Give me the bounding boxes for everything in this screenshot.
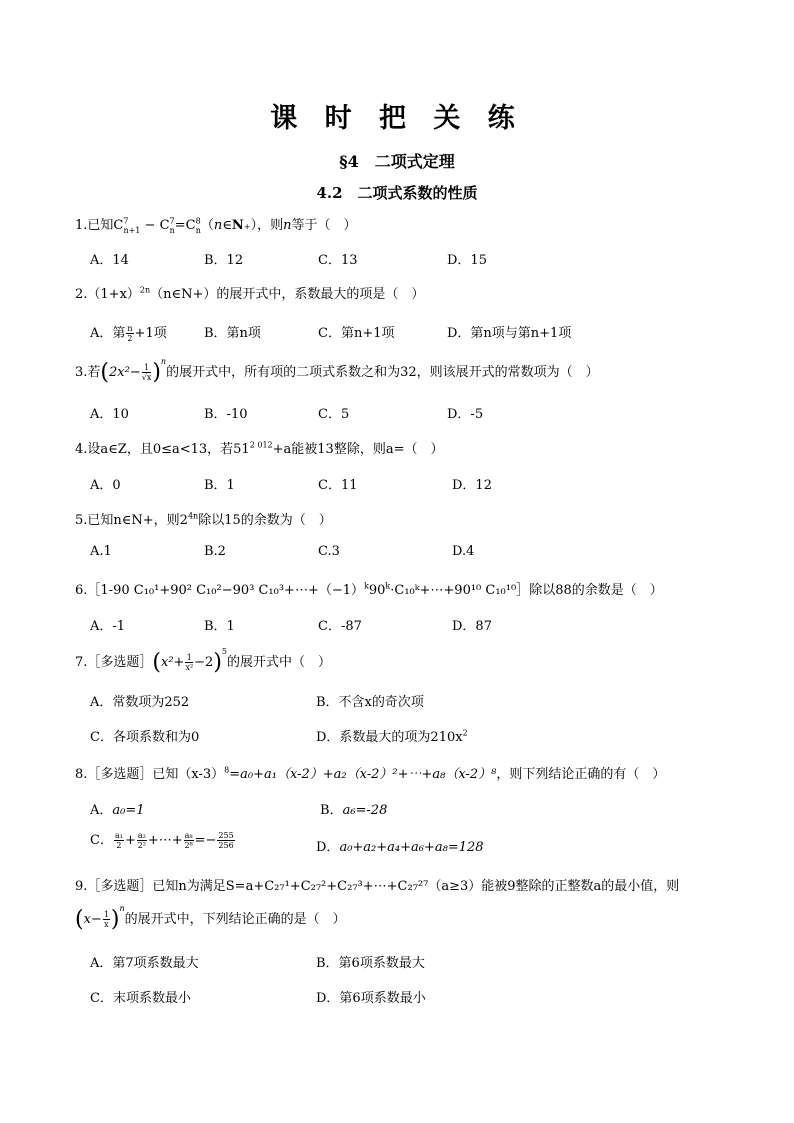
q4-option-c[interactable]: C．11 (318, 478, 358, 493)
q8-eq: =a₀+a₁（x-2）+a₂（x-2）²+⋯+a₈（x-2）⁸ (229, 767, 497, 782)
q3-frac: $\frac{1}{√x}$ (141, 363, 152, 382)
q9-line2: 的展开式中，下列结论正确的是（ ） (124, 912, 346, 927)
q3-exponent: n (160, 357, 167, 366)
question-2-stem (75, 283, 424, 302)
q4-exponent: 2 012 (249, 440, 273, 450)
q8-d-label: D． (316, 840, 340, 855)
q1-tail: ，则 (257, 218, 284, 233)
q7-frac: $\frac{1}{\text{x²}}$ (185, 653, 194, 672)
question-5-stem (75, 509, 332, 528)
q6-end: ·C₁₀ᵏ+⋯+90¹⁰ C₁₀¹⁰］ (390, 583, 530, 598)
q4-set: a∈Z (100, 442, 127, 457)
q2-tail: 的展开式中，系数最大的项是（ ） (216, 287, 425, 302)
q8-b-label: B． (320, 803, 343, 818)
question-6-stem: 6.［1-90 C₁₀¹+90² C₁₀²−90³ $C_{10}^3+\cdots+(-1)^k90^k\cdot C_{10}ᵏ+\cdots+90^{10}$ C₁₀¹⁰］除以88的余数是（ ） (75, 581, 663, 598)
q5-prefix: 5.已知 (75, 513, 114, 528)
q6-k2: k (385, 581, 391, 591)
q4-option-b[interactable]: B．1 (204, 478, 235, 493)
q1-prefix: 1.已知 (75, 218, 114, 233)
q7-option-a[interactable]: A．常数项为252 (90, 695, 190, 710)
q1-formula: $C^7_{n+1}$ − $C^7_n=C^8_n(n\in N_+)$ (113, 216, 258, 235)
q8-option-d[interactable] (316, 836, 484, 855)
q7-option-b[interactable]: B．不含x的奇次项 (316, 695, 424, 710)
q3-option-b[interactable]: B．-10 (204, 407, 248, 422)
q6-mid: +90² C₁₀²−90³ C₁₀³+⋯+（−1） (159, 583, 364, 598)
q9-option-d[interactable]: D．第6项系数最小 (316, 991, 426, 1006)
q9-expr: x− (83, 912, 102, 927)
q9-option-a[interactable]: A．第7项系数最大 (90, 956, 199, 971)
q8-c-tail: =− (194, 833, 217, 848)
q8-a-label: A． (90, 803, 113, 818)
q9-prefix: 9.［多选题］已知n为满足S=a+ (75, 879, 265, 894)
q6-option-c[interactable]: C．-87 (318, 619, 362, 634)
q8-c-label: C． (90, 833, 113, 848)
q8-d-math: a₀+a₂+a₄+a₆+a₈=128 (339, 840, 484, 855)
q4-tail: ，且0≤a<13，若51 (126, 442, 250, 457)
q4-plus: +a (272, 442, 292, 457)
q5-exponent: 4n (187, 511, 199, 521)
q8-b-math: a₆=-28 (342, 803, 388, 818)
q4-option-d[interactable]: D．12 (452, 478, 492, 493)
q2-option-d[interactable]: D．第n项与第n+1项 (447, 326, 572, 341)
q2-cond: （n∈N+） (150, 287, 217, 302)
q5-set: n∈N+ (113, 513, 154, 528)
q6-prefix: 6.［1-90 (75, 583, 130, 598)
q7-tail-expr: −2 (194, 655, 214, 670)
q8-a-math: a₀=1 (112, 803, 145, 818)
q3-option-d[interactable]: D．-5 (447, 407, 484, 422)
question-4-stem (75, 438, 443, 457)
q2-a-text: A．第 (90, 326, 126, 341)
q9-tail: （a≥3）能被9整除的正整数a的最小值，则 (428, 879, 680, 894)
q5-tail: ，则2 (153, 513, 188, 528)
q6-option-d[interactable]: D．87 (452, 619, 492, 634)
q4-option-a[interactable]: A．0 (90, 478, 121, 493)
q1-option-d[interactable]: D．15 (447, 253, 487, 268)
q8-prefix: 8.［多选题］已知（x-3） (75, 767, 225, 782)
q6-option-b[interactable]: B．1 (204, 619, 235, 634)
q8-tail: ，则下列结论正确的有（ ） (496, 767, 666, 782)
q2-prefix: 2.（1+x） (75, 287, 140, 302)
q9-sum: C₂₇¹+C₂₇²+C₂₇³+⋯+C₂₇²⁷ (264, 879, 429, 894)
q7-prefix: 7.［多选题］ (75, 655, 153, 670)
question-8-stem: 8.［多选题］已知$(x-3)^8=a_0+a_1(x-2)+a_2(x-2)^2+\cdots+a_8(x-2)^8$，则下列结论正确的有（ ） (75, 765, 666, 782)
q6-option-a[interactable]: A．-1 (90, 619, 126, 634)
q2-option-a[interactable] (90, 322, 167, 343)
q3-expr: 2x²− (109, 365, 141, 380)
q3-prefix: 3.若 (75, 365, 101, 380)
q3-option-c[interactable]: C．5 (318, 407, 350, 422)
q9-option-b[interactable]: B．第6项系数最大 (316, 956, 425, 971)
subsection-heading: 4.2 二项式系数的性质 (316, 184, 478, 202)
q7-option-c[interactable]: C．各项系数和为0 (90, 730, 200, 745)
q9-option-c[interactable]: C．末项系数最小 (90, 991, 191, 1006)
q2-a-frac: $\frac{n}{2}$ (127, 324, 133, 343)
q5-option-d[interactable]: D.4 (452, 544, 475, 559)
q6-90: 90 (368, 583, 386, 598)
q3-option-a[interactable]: A．10 (90, 407, 129, 422)
q7-exponent: 5 (221, 647, 228, 656)
q5-option-a[interactable]: A.1 (90, 544, 112, 559)
q7-expr: x²+ (161, 655, 185, 670)
q1-option-b[interactable]: B．12 (204, 253, 244, 268)
q8-option-c[interactable]: C． $\frac{\text{a₁}}{2}$ + $\frac{\text{a₂}}{\text{2²}}$ +⋯+ $\frac{\text{a₈}}{\text{2⁸}}$ =− $\frac{255}{256}$ (90, 831, 234, 850)
q1-option-a[interactable]: A．14 (90, 253, 129, 268)
q8-option-b[interactable] (320, 799, 387, 818)
section-heading: §4 二项式定理 (339, 152, 455, 171)
q3-tail: 的展开式中，所有项的二项式系数之和为32，则该展开式的常数项为（ ） (166, 365, 599, 380)
q1-option-c[interactable]: C．13 (318, 253, 358, 268)
q5-end: 除以15的余数为（ ） (198, 513, 332, 528)
q6-tail: 除以88的余数是（ ） (529, 583, 663, 598)
q5-option-c[interactable]: C.3 (318, 544, 340, 559)
q2-option-c[interactable]: C．第n+1项 (318, 326, 395, 341)
q5-option-b[interactable]: B.2 (204, 544, 226, 559)
q1-end: 等于（ ） (291, 218, 357, 233)
question-7-stem: 7.［多选题］(x²+ $\frac{1}{\text{x²}}$ −2)$^5$的展开式中（ ） (75, 647, 332, 675)
q6-k: k (364, 581, 369, 591)
question-9-stem-line2: (x− $\frac{1}{x}$ )$^n$的展开式中，下列结论正确的是（ ） (75, 904, 346, 932)
q2-option-b[interactable]: B．第n项 (204, 326, 261, 341)
q2-a-tail: +1项 (134, 326, 167, 341)
q4-end: 能被13整除，则a=（ ） (291, 442, 444, 457)
q7-tail: 的展开式中（ ） (227, 655, 332, 670)
q4-prefix: 4.设 (75, 442, 101, 457)
question-9-stem (75, 875, 679, 894)
q2-exponent: 2n (139, 285, 151, 295)
question-1-stem: 1.已知$C^7_{n+1}$ − $C^7_n=C^8_n(n\in N_+)$，则n等于（ ） (75, 216, 357, 235)
question-3-stem: 3.若(2x²− $\frac{1}{√x}$ )$^n$的展开式中，所有项的二项式系数之和为32，则该展开式的常数项为（ ） (75, 357, 599, 385)
q7-option-d[interactable]: D．系数最大的项为$210x^2$ (316, 728, 468, 745)
page-title: 课 时 把 关 练 (270, 103, 524, 134)
q7-d-text: D．系数最大的项为210x (316, 730, 463, 745)
q8-option-a[interactable] (90, 799, 145, 818)
